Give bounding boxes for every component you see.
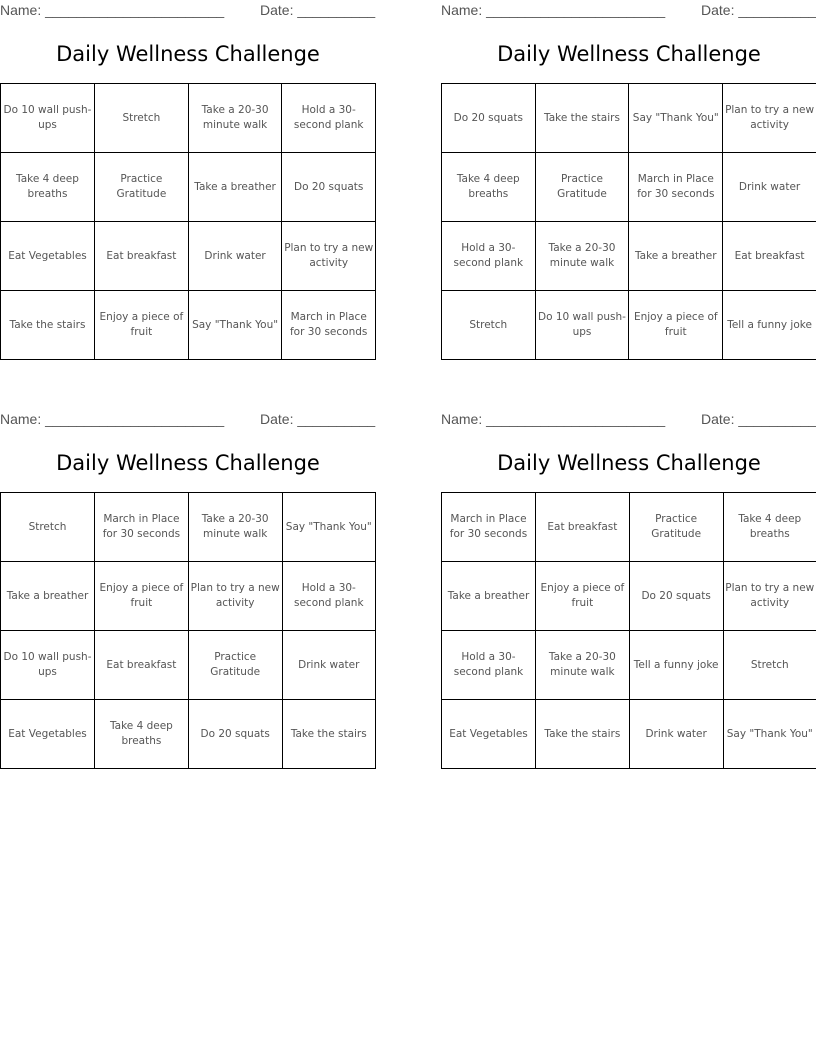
grid-cell: Take the stairs xyxy=(1,291,95,360)
date-field-label: Date: __________ xyxy=(701,2,816,18)
date-field-label: Date: __________ xyxy=(260,2,376,18)
grid-cell: Hold a 30-second plank xyxy=(442,222,536,291)
bingo-card-1 xyxy=(0,0,376,380)
challenge-grid xyxy=(0,492,376,769)
grid-cell: Drink water xyxy=(723,153,816,222)
grid-cell: Do 10 wall push-ups xyxy=(535,291,629,360)
card-header xyxy=(0,2,376,20)
grid-row xyxy=(442,631,816,700)
grid-row xyxy=(1,153,376,222)
card-header xyxy=(441,2,816,20)
grid-cell: Say "Thank You" xyxy=(723,700,816,769)
card-title: Daily Wellness Challenge xyxy=(56,42,320,66)
grid-cell: Enjoy a piece of fruit xyxy=(536,562,630,631)
grid-cell: Practice Gratitude xyxy=(95,153,189,222)
grid-row xyxy=(442,153,816,222)
grid-cell: Take a breather xyxy=(1,562,95,631)
grid-cell: March in Place for 30 seconds xyxy=(442,493,536,562)
grid-cell: Hold a 30-second plank xyxy=(282,562,375,631)
grid-row xyxy=(442,84,816,153)
challenge-grid xyxy=(441,83,816,360)
grid-row xyxy=(1,493,376,562)
bingo-card-2 xyxy=(441,0,816,380)
grid-cell: Eat breakfast xyxy=(723,222,816,291)
name-field-label: Name: _______________________ xyxy=(441,2,666,18)
grid-cell: Take the stairs xyxy=(536,700,630,769)
grid-row xyxy=(1,222,376,291)
grid-cell: Enjoy a piece of fruit xyxy=(629,291,723,360)
grid-cell: Take a 20-30 minute walk xyxy=(188,84,282,153)
grid-row xyxy=(442,291,816,360)
name-field-label: Name: _______________________ xyxy=(0,411,225,427)
grid-cell: Eat breakfast xyxy=(95,222,189,291)
grid-cell: Do 10 wall push-ups xyxy=(1,631,95,700)
grid-cell: Take a breather xyxy=(629,222,723,291)
grid-cell: Do 20 squats xyxy=(629,562,723,631)
grid-cell: Drink water xyxy=(629,700,723,769)
grid-cell: Eat breakfast xyxy=(95,631,189,700)
grid-row xyxy=(442,222,816,291)
grid-cell: Stretch xyxy=(1,493,95,562)
grid-cell: Plan to try a new activity xyxy=(188,562,282,631)
grid-cell: Take a 20-30 minute walk xyxy=(188,493,282,562)
grid-cell: Hold a 30-second plank xyxy=(282,84,376,153)
grid-cell: Stretch xyxy=(442,291,536,360)
grid-cell: Hold a 30-second plank xyxy=(442,631,536,700)
grid-cell: Eat breakfast xyxy=(536,493,630,562)
grid-cell: Enjoy a piece of fruit xyxy=(95,562,189,631)
grid-cell: Take a breather xyxy=(188,153,282,222)
grid-cell: Say "Thank You" xyxy=(629,84,723,153)
challenge-grid xyxy=(441,492,816,769)
grid-cell: Plan to try a new activity xyxy=(723,84,816,153)
grid-cell: Stretch xyxy=(723,631,816,700)
name-field-label: Name: _______________________ xyxy=(441,411,666,427)
grid-cell: Do 20 squats xyxy=(442,84,536,153)
bingo-card-4 xyxy=(441,409,816,789)
grid-cell: Stretch xyxy=(95,84,189,153)
challenge-grid xyxy=(0,83,376,360)
grid-row xyxy=(442,562,816,631)
grid-cell: Eat Vegetables xyxy=(442,700,536,769)
grid-cell: Eat Vegetables xyxy=(1,222,95,291)
card-title: Daily Wellness Challenge xyxy=(56,451,320,475)
grid-cell: Drink water xyxy=(188,222,282,291)
grid-row xyxy=(1,84,376,153)
grid-cell: Take a 20-30 minute walk xyxy=(535,222,629,291)
grid-cell: Take a breather xyxy=(442,562,536,631)
card-title: Daily Wellness Challenge xyxy=(497,42,761,66)
grid-cell: Plan to try a new activity xyxy=(282,222,376,291)
grid-row xyxy=(1,700,376,769)
grid-cell: March in Place for 30 seconds xyxy=(95,493,189,562)
grid-cell: Drink water xyxy=(282,631,375,700)
grid-cell: Practice Gratitude xyxy=(535,153,629,222)
grid-cell: Take 4 deep breaths xyxy=(723,493,816,562)
grid-cell: Do 20 squats xyxy=(282,153,376,222)
grid-cell: Eat Vegetables xyxy=(1,700,95,769)
grid-cell: Practice Gratitude xyxy=(629,493,723,562)
card-header xyxy=(441,411,816,429)
grid-cell: Do 20 squats xyxy=(188,700,282,769)
grid-cell: Practice Gratitude xyxy=(188,631,282,700)
grid-cell: Take the stairs xyxy=(535,84,629,153)
date-field-label: Date: __________ xyxy=(260,411,376,427)
grid-cell: Take 4 deep breaths xyxy=(95,700,189,769)
grid-cell: Take 4 deep breaths xyxy=(442,153,536,222)
grid-row xyxy=(1,562,376,631)
grid-row xyxy=(1,291,376,360)
grid-row xyxy=(1,631,376,700)
grid-cell: Enjoy a piece of fruit xyxy=(95,291,189,360)
grid-cell: March in Place for 30 seconds xyxy=(629,153,723,222)
grid-cell: Say "Thank You" xyxy=(188,291,282,360)
bingo-card-3 xyxy=(0,409,376,789)
card-header xyxy=(0,411,376,429)
grid-cell: Take a 20-30 minute walk xyxy=(536,631,630,700)
grid-cell: Do 10 wall push-ups xyxy=(1,84,95,153)
date-field-label: Date: __________ xyxy=(701,411,816,427)
grid-row xyxy=(442,493,816,562)
card-title: Daily Wellness Challenge xyxy=(497,451,761,475)
grid-cell: Tell a funny joke xyxy=(629,631,723,700)
grid-cell: Take the stairs xyxy=(282,700,375,769)
name-field-label: Name: _______________________ xyxy=(0,2,225,18)
grid-cell: Say "Thank You" xyxy=(282,493,375,562)
grid-cell: Plan to try a new activity xyxy=(723,562,816,631)
grid-cell: Tell a funny joke xyxy=(723,291,816,360)
grid-cell: March in Place for 30 seconds xyxy=(282,291,376,360)
grid-row xyxy=(442,700,816,769)
grid-cell: Take 4 deep breaths xyxy=(1,153,95,222)
